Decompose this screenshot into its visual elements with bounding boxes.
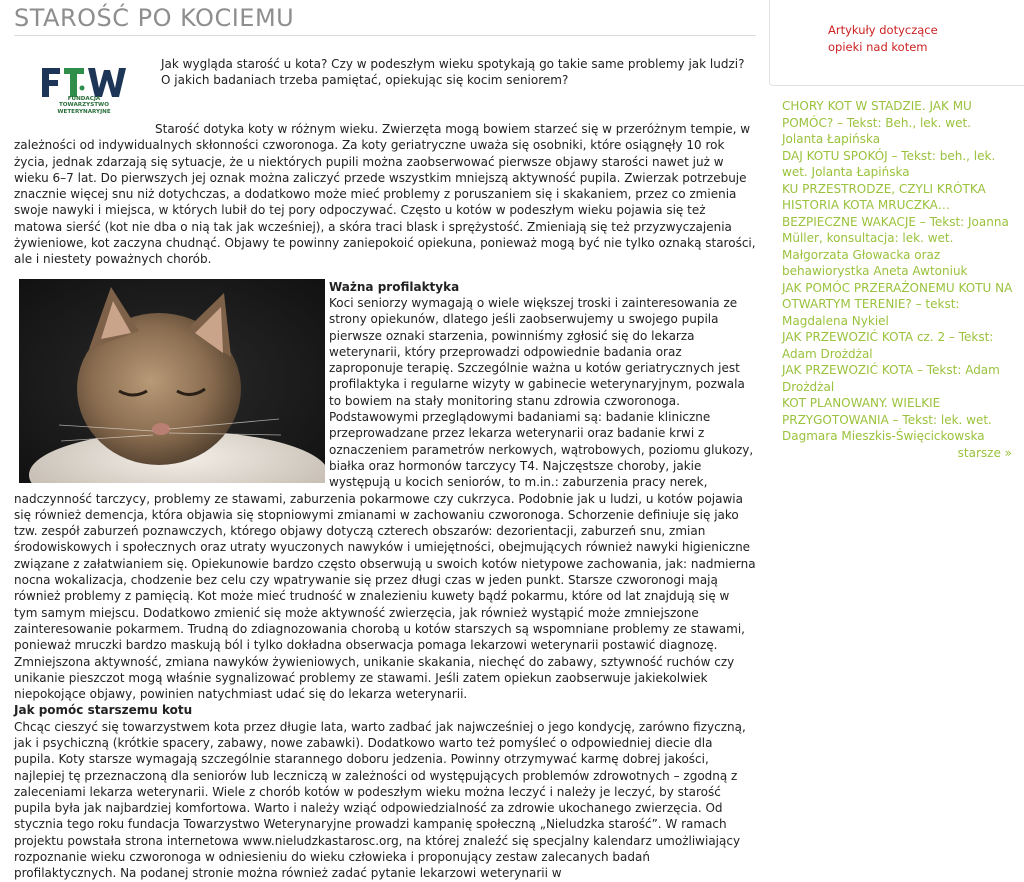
intro-paragraph: Jak wygląda starość u kota? Czy w podeszłym wieku spotykają go takie same problemy jak ludzi? O jakich badaniach trzeba pamiętać, opiekując się kocim seniorem? <box>161 57 745 88</box>
related-article-link[interactable]: CHORY KOT W STADZIE. JAK MU POMÓC? – Tekst: Beh., lek. wet. Jolanta Łapińska <box>782 99 972 146</box>
page-title: STAROŚĆ PO KOCIEMU <box>14 0 756 36</box>
section-title-help: Jak pomóc starszemu kotu <box>14 703 193 718</box>
related-article-link[interactable]: JAK POMÓC PRZERAŻONEMU KOTU NA OTWARTYM TERENIE? – tekst: Magdalena Nykiel <box>782 280 1013 328</box>
related-article-link[interactable]: KOT PLANOWANY. WIELKIE PRZYGOTOWANIA – Tekst: lek. wet. Dagmara Mieszkis-Święcickowska <box>782 396 992 443</box>
paragraph-aging: Starość dotyka koty w różnym wieku. Zwierzęta mogą bowiem starzeć się w przeróżnym tempie, w zależności od indywidualnych skłonności czworonoga. Za koty geriatryczne uważa się osobniki, które osiągnęły 10 rok życia, jednak zdarzają się sytuacje, że u niektórych pupili można zaobserwować pierwsze objawy starości nawet już w wieku 6–7 lat. Do pierwszych jej oznak można zaliczyć przede wszystkim mniejszą aktywność pupila. Zwierzak potrzebuje znacznie więcej snu niż dotychczas, a dodatkowo może mieć problemy z poruszaniem się i skakaniem, przez co zmienia swoje nawyki i miejsca, w których lubił do tej pory odpoczywać. Często u kotów w podeszłym wieku pojawia się też matowa sierść (kot nie dba o nią tak jak wcześniej), a skóra traci blask i sprężystość. Zmieniają się też przyzwyczajenia żywieniowe, kot zaczyna chudnąć. Objawy te powinny zaniepokoić opiekuna, ponieważ mogą być nie tylko oznaką starości, ale i niestety poważnych chorób. <box>14 122 756 267</box>
article-body <box>14 36 756 882</box>
related-article-link[interactable]: KU PRZESTRODZE, CZYLI KRÓTKA HISTORIA KOTA MRUCZKA… <box>782 181 986 212</box>
older-articles-link[interactable]: starsze » <box>957 445 1012 460</box>
related-article-link[interactable]: JAK PRZEWOZIĆ KOTA cz. 2 – Tekst: Adam Drożdżal <box>782 330 994 361</box>
related-article-link[interactable]: JAK PRZEWOZIĆ KOTA – Tekst: Adam Drożdżal <box>782 363 1000 394</box>
logo-subtitle: FUNDACJA TOWARZYSTWO WETERYNARYJNE <box>57 96 111 115</box>
section-title-prevention: Ważna profilaktyka <box>329 279 460 294</box>
paragraph-prevention: Koci seniorzy wymagają o wiele większej troski i zainteresowania ze strony opiekunów, dlatego jeśli zaobserwujemy u swojego pupila pierwsze oznaki starzenia, powinniśmy zgłosić się do lekarza weterynarii, który przeprowadzi odpowiednie badania oraz zaproponuje terapię. Szczególnie ważna u kotów geriatrycznych jest profilaktyka i regularne wizyty w gabinecie weterynaryjnym, pozwala to bowiem na stały monitoring stanu zdrowia czworonoga. Podstawowymi przeglądowymi badaniami są: badanie kliniczne przeprowadzane przez lekarza weterynarii oraz badanie krwi z oznaczeniem parametrów nerkowych, wątrobowych, poziomu glukozy, białka oraz hormonów tarczycy T4. Najczęstsze choroby, jakie występują u kocich seniorów, to m.in.: zaburzenia pracy nerek, nadczynność tarczycy, problemy ze stawami, zaburzenia pokarmowe czy cukrzyca. Podobnie jak u ludzi, u kotów pojawia się również demencja, która objawia się stopniowymi zmianami w zachowaniu czworonoga. Schorzenie definiuje się jako tzw. zespół zaburzeń poznawczych, którego objawy dotyczą czterech obszarów: dezorientacji, zaburzeń snu, zmian środowiskowych i społecznych oraz utraty wyuczonych nawyków i umiejętności, obejmujących również nawyki higieniczne związane z załatwianiem się. Opiekunowie bardzo często obserwują u swoich kotów nietypowe zachowania, jak: nadmierna nocna wokalizacja, chodzenie bez celu czy wpatrywanie się przez długi czas w jeden punkt. Starsze czworonogi mają również problemy z pamięcią. Kot może mieć trudność w znalezieniu kuwety bądź pokarmu, które od lat znajdują się w tym samym miejscu. Dodatkowo zmienić się może aktywność zwierzęcia, jak również wystąpić może zmniejszone zainteresowanie pokarmem. Trudną do zdiagnozowania chorobą u kotów starszych są wspomniane problemy ze stawami, ponieważ mruczki bardzo maskują ból i tylko dokładna obserwacja pomaga lekarzowi weterynarii postawić diagnozę. Zmniejszona aktywność, zmiana nawyków żywieniowych, unikanie skakania, niechęć do zabawy, sztywność ruchów czy unikanie pieszczot mogą właśnie sygnalizować problemy ze stawami. Jeśli zatem opiekun zaobserwuje jakiekolwiek niepokojące objawy, powinien natychmiast udać się do lekarza weterynarii. <box>14 295 756 702</box>
related-article-link[interactable]: DAJ KOTU SPOKÓJ – Tekst: beh., lek. wet. Jolanta Łapińska <box>782 148 996 179</box>
paragraph-help: Chcąc cieszyć się towarzystwem kota przez długie lata, warto zadbać jak najwcześniej o jego kondycję, zarówno fizyczną, jak i psychiczną (krótkie spacery, zabawy, nowe zabawki). Dodatkowo warto też pomyśleć o odpowiedniej diecie dla pupila. Koty starsze wymagają szczególnie starannego doboru jedzenia. Powinny otrzymywać karmę dobrej jakości, najlepiej tę przeznaczoną dla seniorów lub leczniczą w zależności od występujących problemów zdrowotnych – zgodną z zaleceniami lekarza weterynarii. Wiele z chorób kotów w podeszłym wieku można leczyć i należy je leczyć, by starość pupila była jak najbardziej komfortowa. Warto i należy wziąć odpowiedzialność za zdrowie ukochanego zwierzęcia. Od stycznia tego roku fundacja Towarzystwo Weterynaryjne prowadzi kampanię społeczną „Nieludzka starość”. W ramach projektu powstała strona internetowa www.nieludzkastarosc.org, na której znaleźć się specjalny kalendarz umożliwiający rozpoznanie wieku czworonoga w odniesieniu do wieku człowieka i proponujący zestaw zalecanych badań profilaktycznych. Na podanej stronie można również zadać pytanie lekarzowi weterynarii w <box>14 719 746 881</box>
article-column <box>14 0 756 882</box>
sidebar-heading: Artykuły dotyczące opieki nad kotem <box>828 23 938 54</box>
related-articles-list <box>782 98 1014 461</box>
sidebar-header-box <box>769 0 1024 86</box>
foundation-logo <box>20 54 155 116</box>
related-article-link[interactable]: BEZPIECZNE WAKACJE – Tekst: Joanna Müller, konsultacja: lek. wet. Małgorzata Głowacka oraz behawiorystka Aneta Awtoniuk <box>782 214 1009 278</box>
sleeping-cat-photo <box>19 279 325 483</box>
